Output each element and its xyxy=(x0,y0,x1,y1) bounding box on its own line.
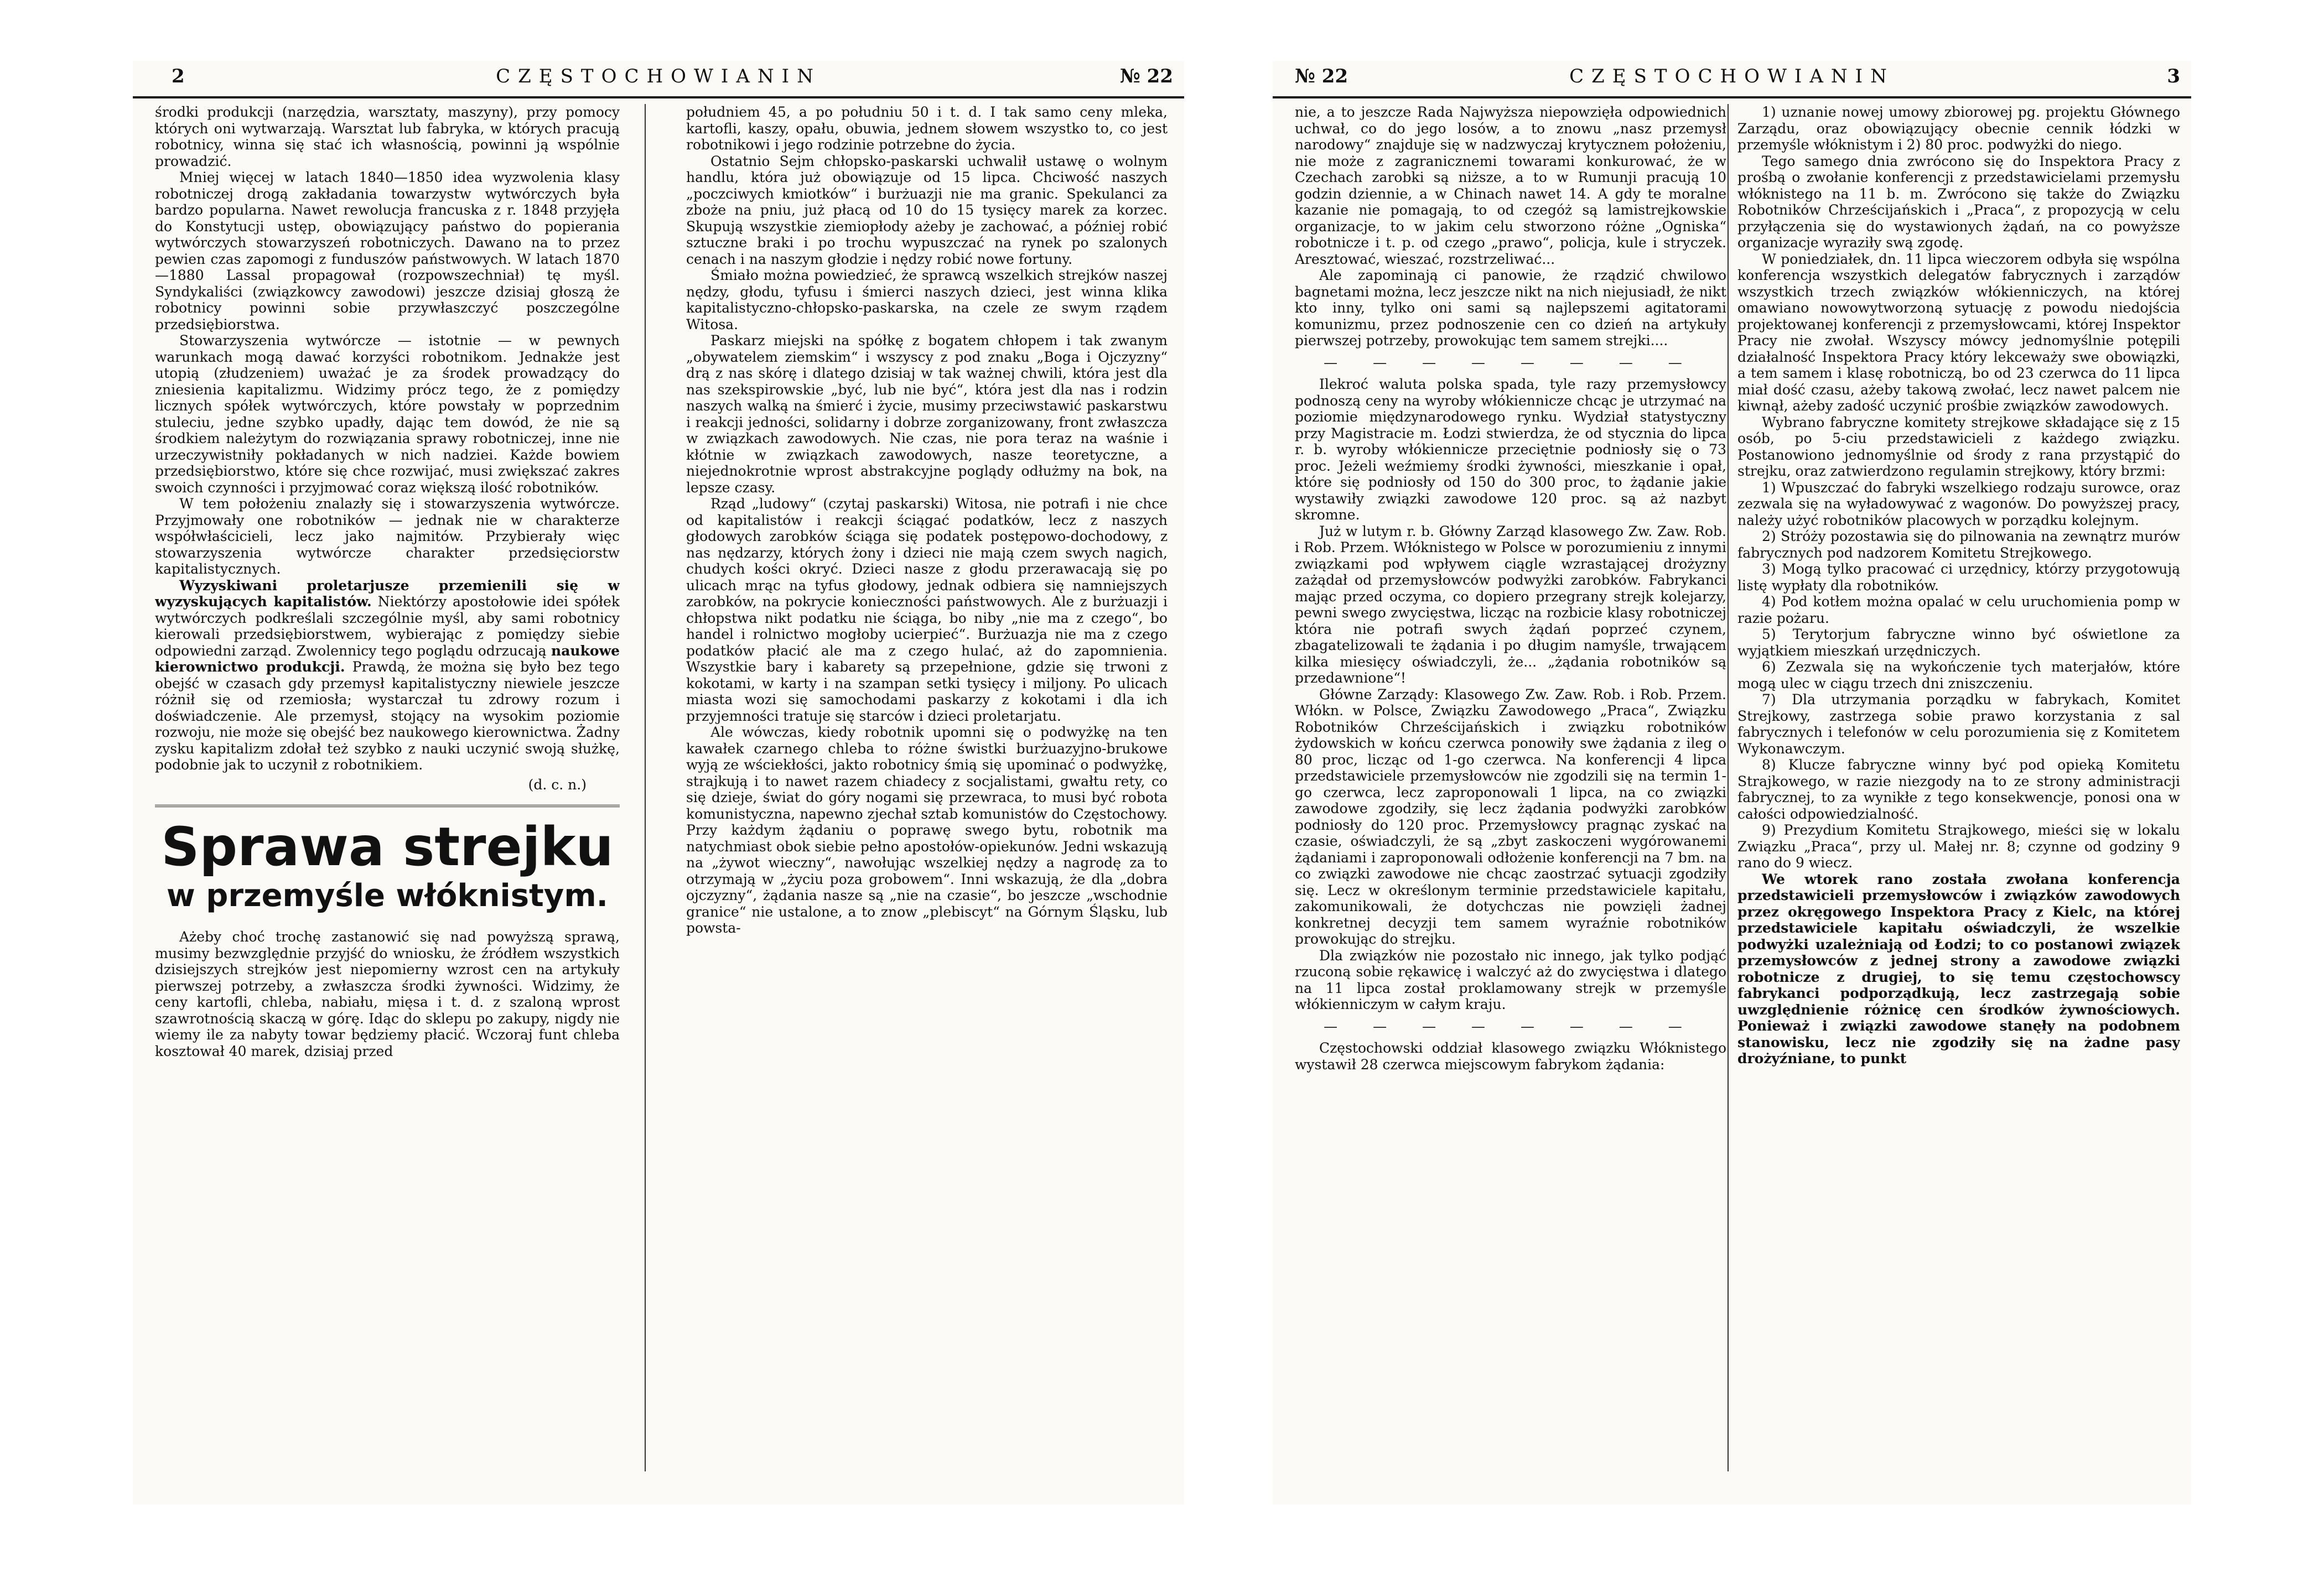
bold-lead: Wyzyskiwani proletarjusze przemienili się w wyzyskujących kapitalistów. xyxy=(155,577,620,610)
paragraph-text: Niektórzy apostołowie idei spółek wytwórczych podkreślali szczególnie myśl, aby sami robotnicy kierowali przedsiębiorstwem, wybierając z pomiędzy siebie odpowiedni zarząd. Zwolennicy tego poglądu odrzucają xyxy=(155,594,620,659)
paragraph: Mniej więcej w latach 1840—1850 idea wyzwolenia klasy robotniczej drogą zakładania towarzystw wytwórczych była bardzo popularna. Nawet rewolucja francuska z r. 1848 przyjęła do Konstytucji ustęp, obowiązujący państwo do popierania wytwórczych stowarzyszeń robotniczych. Dawano na to przez pewien czas zapomogi z funduszów państwowych. W latach 1870—1880 Lassal propagował (rozpowszechniał) tę myśl. Syndykaliści (związkowcy zawodowi) jeszcze dzisiaj głoszą że robotnicy powinni sobie przywłaszczyć poszczególne przedsiębiorstwa. xyxy=(155,169,620,332)
paragraph: We wtorek rano została zwołana konferencja przedstawicieli przemysłowców i związków zawodowych przez okręgowego Inspektora Pracy z Kielc, na której przedstawiciele kapitału oświadczyli, że wszelkie podwyżki uzależniają od Łodzi; to co postanowi związek przemysłowców z jednej strony a zawodowe związki robotnicze z drugiej, to się temu częstochowscy fabrykanci podporządkują, lecz zastrzegają sobie uwzględnienie różnicę cen środków żywnościowych. Ponieważ i związki zawodowe stanęły na podobnem stanowisku, lecz nie zgodziły się na żadne pasy drożyźniane, to punkt xyxy=(1737,871,2180,1066)
issue-number: № 22 xyxy=(1119,65,1173,87)
regulation-item: 2) Stróży pozostawia się do pilnowania na zewnątrz murów fabrycznych pod nadzorem Komitetu Strejkowego. xyxy=(1737,528,2180,561)
paragraph: południem 45, a po południu 50 i t. d. I tak samo ceny mleka, kartofli, kaszy, opału, obuwia, jednem słowem wszystko to, co jest robotnikowi i jego rodzinie potrzebne do życia. xyxy=(686,104,1168,153)
article-subheadline: w przemyśle włóknistym. xyxy=(167,878,608,914)
right-newspaper-page xyxy=(1273,61,2191,1505)
page-number: 2 xyxy=(172,65,185,87)
regulation-item: 9) Prezydium Komitetu Strajkowego, mieści się w lokalu Związku „Praca“, przy ul. Małej nr. 8; czynne od godziny 9 rano do 9 wiecz. xyxy=(1737,822,2180,871)
regulation-item: 8) Klucze fabryczne winny być pod opieką Komitetu Strajkowego, w razie niezgody na to ze strony administracji fabrycznej, to za wynikłe z tego konsekwencje, ponosi ona w całości odpowiedzialność. xyxy=(1737,757,2180,822)
paragraph: nie, a to jeszcze Rada Najwyższa niepowzięła odpowiednich uchwał, co do jego losów, a to znowu „nasz przemysł narodowy“ znajduje się w nadzwyczaj krytycznem położeniu, nie może z zagranicznemi towarami konkurować, że w Czechach zarobki są niższe, a to w Rumunji pracują 10 godzin dziennie, a w Chinach nawet 14. A gdy te moralne kazanie nie pomagają, to od czegóż są lamistrejkowskie organizacje, to w jakim celu stworzono różne „Ogniska“ robotnicze i t. p. od czego „prawo“, policja, kule i stryczek. Aresztować, wieszać, rozstrzeliwać... xyxy=(1295,104,1726,267)
regulation-item: 7) Dla utrzymania porządku w fabrykach, Komitet Strejkowy, zastrzega sobie prawo korzystania z sal fabrycznych i telefonów w celu porozumienia się z Komitetem Wykonawczym. xyxy=(1737,691,2180,757)
dash-separator: — — — — — — — — xyxy=(1324,1018,1698,1034)
paragraph: Tego samego dnia zwrócono się do Inspektora Pracy z prośbą o zwołanie konferencji z przedstawicielami przemysłu włóknistego na 11 b. m. Zwrócono się także do Związku Robotników Chrześcijańskich i „Praca“, z propozycją w celu przyłączenia się do wystawionych żądań, na co powyższe organizacje wyraziły swą zgodę. xyxy=(1737,153,2180,251)
paragraph-text: Prawdą, że można się było bez tego obejść w czasach gdy przemysł kapitalistyczny niewiele jeszcze różnił się od rzemiosła; wystarczał tu zdrowy rozum i doświadczenie. Ale przemysł, stojący na wysokim poziomie rozwoju, nie może się obejść bez naukowego kierownictwa. Żadny zysku kapitalizm zdołał też szybko z nauki uczynić swoją służkę, podobnie jak to uczynił z robotnikiem. xyxy=(155,659,620,773)
paragraph: Dla związków nie pozostało nic innego, jak tylko podjąć rzuconą sobie rękawicę i walczyć aż do zwycięstwa i dlatego na 11 lipca został proklamowany strejk w przemyśle włókienniczym w całym kraju. xyxy=(1295,947,1726,1012)
paragraph: W tem położeniu znalazły się i stowarzyszenia wytwórcze. Przyjmowały one robotników — jednak nie w charakterze współwłaścicieli, lecz jako najmitów. Przybierały więc stowarzyszenia wytwórcze charakter przedsięciorstw kapitalistycznych. xyxy=(155,496,620,577)
paragraph: 1) uznanie nowej umowy zbiorowej pg. projektu Głównego Zarządu, oraz obowiązujący obecnie cennik łódzki w przemyśle włóknistym i 2) 80 proc. podwyżki do niego. xyxy=(1737,104,2180,153)
regulation-item: 3) Mogą tylko pracować ci urzędnicy, którzy przygotowują listę wypłaty dla robotników. xyxy=(1737,561,2180,594)
page-number: 3 xyxy=(2167,65,2180,87)
column-divider xyxy=(645,104,646,1471)
paragraph: Paskarz miejski na spółkę z bogatem chłopem i tak zwanym „obywatelem ziemskim“ i wszyscy z pod znaku „Boga i Ojczyzny“ drą z nas skórę i dlatego dzisiaj w tak ważnej chwili, która jest dla nas szekspirowskie „być, lub nie być“, która jest dla nas i rodzin naszych walką na śmierć i życie, musimy przeciwstawić paskarstwu i reakcji jedności, solidarny i dobrze zorganizowany, front zwłaszcza w związkach zawodowych. Nie czas, nie pora teraz na waśnie i kłótnie w związkach zawodowych, nasze teoretyczne, a niejednokrotnie wprost abstrakcyjne poglądy odłużmy na bok, na lepsze czasy. xyxy=(686,332,1168,496)
paragraph: W poniedziałek, dn. 11 lipca wieczorem odbyła się wspólna konferencja wszystkich delegatów fabrycznych i zarządów wszystkich trzech związków włókienniczych, na której omawiano nowowytworzoną sytuację z powodu niedojścia projektowanej konferencji z przemysłowcami, której Inspektor Pracy nie zwołał. Wszyscy mówcy jednomyślnie potępili działalność Inspektora Pracy który lekceważy swe obowiązki, a tem samem i klasę robotniczą, bo od 23 czerwca do 11 lipca miał dość czasu, ażeby takową zwołać, lecz nawet palcem nie kiwnął, ażeby zadość uczynić prośbie związków zawodowych. xyxy=(1737,251,2180,414)
paragraph: Wybrano fabryczne komitety strejkowe składające się z 15 osób, po 5-ciu przedstawicieli z każdego związku. Postanowiono jednomyślnie od środy z rana przystąpić do strejku, oraz zatwierdzono regulamin strejkowy, który brzmi: xyxy=(1737,414,2180,479)
paragraph: środki produkcji (narzędzia, warsztaty, maszyny), przy pomocy których oni wytwarzają. Warsztat lub fabryka, w których pracują robotnicy, winna się stać ich własnością, powinni ją wspólnie prowadzić. xyxy=(155,104,620,169)
regulation-item: 6) Zezwala się na wykończenie tych materjałów, które mogą ulec w ciągu trzech dni zniszczeniu. xyxy=(1737,659,2180,691)
regulation-item: 5) Terytorjum fabryczne winno być oświetlone za wyjątkiem mieszkań urzędniczych. xyxy=(1737,626,2180,659)
left-column-1 xyxy=(155,104,620,1482)
paragraph: Ostatnio Sejm chłopsko-paskarski uchwalił ustawę o wolnym handlu, która już obowiązuje od 15 lipca. Chciwość naszych „poczciwych kmiotków“ i burżuazji nie ma granic. Spekulanci za zboże na pniu, już płacą od 10 do 15 tysięcy marek za korzec. Skupują wszystkie ziemiopłody ażeby je zachować, a później robić sztuczne braki i po trochu wypuszczać na rynek po szalonych cenach i na naszym głodzie i nędzy robić nowe fortuny. xyxy=(686,153,1168,267)
regulation-item: 4) Pod kotłem można opalać w celu uruchomienia pomp w razie pożaru. xyxy=(1737,594,2180,626)
column-divider xyxy=(1728,104,1729,1471)
masthead-title: CZĘSTOCHOWIANIN xyxy=(496,65,821,87)
regulation-item: 1) Wpuszczać do fabryki wszelkiego rodzaju surowce, oraz zezwala się na wyładowywać z wagonów. Do powyższej pracy, należy użyć robotników placowych w porządku kolejnym. xyxy=(1737,479,2180,528)
article-paragraph: Ażeby choć trochę zastanowić się nad powyższą sprawą, musimy bezwzględnie przyjść do wniosku, że źródłem wszystkich dzisiejszych strejków jest niepomierny wzrost cen na artykuły pierwszej potrzeby, a zwłaszcza środki żywności. Widzimy, że ceny kartofli, chleba, nabiału, mięsa i t. d. z szaloną wprost szawrotnością skaczą w górę. Idąc do sklepu po zakupy, nigdy nie wiemy ile za nabyty towar będziemy płacić. Wczoraj funt chleba kosztował 40 marek, dzisiaj przed xyxy=(155,929,620,1059)
paragraph: Ilekroć waluta polska spada, tyle razy przemysłowcy podnoszą ceny na wyroby włókiennicze chcąc je utrzymać na poziomie międzynarodowego rynku. Wydział statystyczny przy Magistracie m. Łodzi stwierdza, że od stycznia do lipca r. b. wyroby włókiennicze przeciętnie podniosły się o 73 proc. Jeżeli weźmiemy środki żywności, mieszkanie i opał, które się podniosły od 150 do 300 proc, to żądanie jakie wystawiły związki zawodowe 120 proc. są aż nazbyt skromne. xyxy=(1295,376,1726,523)
issue-number: № 22 xyxy=(1295,65,1348,87)
paragraph: Śmiało można powiedzieć, że sprawcą wszelkich strejków naszej nędzy, głodu, tyfusu i śmierci naszych dzieci, jest winna klika kapitalistyczno-chłopsko-paskarska, na czele ze swym rządem Witosa. xyxy=(686,267,1168,332)
paragraph: Główne Zarządy: Klasowego Zw. Zaw. Rob. i Rob. Przem. Włókn. w Polsce, Związku Zawodowego „Praca“, Związku Robotników Chrześcijańskich i związku robotników żydowskich w końcu czerwca ponowiły swe żądania z ileg o 80 proc, licząc od 1-go czerwca. Na konferencji 4 lipca przedstawiciele przemysłowców nie zgodzili się na termin 1-go czerwca, lecz zaproponowali 1 lipca, na co związki zawodowe zgodziły, się lecz żądania podwyżki zarobków podniosły do 120 proc. Przemysłowcy pragnąc zyskać na czasie, oświadczyli, że są „zbyt zaskoczeni wygórowanemi żądaniami i zaproponowali odłożenie konferencji na 7 bm. na co związki zawodowe nie chcąc zaostrzać sytuacji zgodziły się. Lecz w określonym terminie przedstawiciele kapitału, zakomunikowali, że dotychczas nie powzięli żadnej konkretnej decyzji tem samem wyraźnie robotników prowokując do strejku. xyxy=(1295,686,1726,947)
paragraph xyxy=(155,578,620,773)
masthead-title: CZĘSTOCHOWIANIN xyxy=(1569,65,1895,87)
page-header xyxy=(1273,61,2191,98)
paragraph: Już w lutym r. b. Główny Zarząd klasowego Zw. Zaw. Rob. i Rob. Przem. Włóknistego w Polsce w porozumieniu z innymi związkami pod wpływem ciągle wzrastającej drożyzny zażądał od przemysłowców podwyżki zarobków. Fabrykanci mając przed oczyma, co dopiero przegrany strejk kolejarzy, pewni swego zwycięstwa, licząc na rozbicie klasy robotniczej która nie potrafi swych żądań poprzeć czynem, zbagatelizowali te żądania i po długim namyśle, trwającem kilka miesięcy oświadczyli, że... „żądania robotników są przedawnione“! xyxy=(1295,523,1726,686)
article-headline: Sprawa strejku xyxy=(161,816,614,878)
signature: (d. c. n.) xyxy=(528,776,587,793)
paragraph: Ale wówczas, kiedy robotnik upomni się o podwyżkę na ten kawałek czarnego chleba to różne świstki burżuazyjno-brukowe wyją ze wściekłości, jakto robotnicy śmią się upominać o podwyżkę, strajkują i to nawet razem chiadecy z socjalistami, gwałtu rety, co się dzieje, świat do góry nogami się przewraca, to musi być robota komunistyczna, napewno zjechał sztab komunistów do Częstochowy. Przy każdym żądaniu o poprawę swego bytu, robotnik ma natychmiast obok siebie pełno apostołów-opiekunów. Jedni wskazują na „żywot wieczny“, nawołując wszelkiej nędzy a nagrodę za to otrzymają w „życiu poza grobowem“. Inni wskazują, że dla „dobra ojczyzny“, żądania nasze są „nie na czasie“, bo jeszcze „wschodnie granice“ nie ustalone, a to znow „plebiscyt“ na Górnym Śląsku, lub powsta- xyxy=(686,724,1168,936)
right-column-1 xyxy=(1295,104,1726,1482)
paragraph: Częstochowski oddział klasowego związku Włóknistego wystawił 28 czerwca miejscowym fabrykom żądania: xyxy=(1295,1040,1726,1073)
left-newspaper-page xyxy=(133,61,1184,1505)
page-header xyxy=(133,61,1184,98)
bold-phrase: naukowe kierownictwo produkcji. xyxy=(155,642,620,675)
paragraph: Ale zapominają ci panowie, że rządzić chwilowo bagnetami można, lecz jeszcze nikt na nich niejusiadł, że nikt kto inny, tylko oni sami są najlepszemi agitatorami komunizmu, przez podnoszenie cen co dzień na artykuły pierwszej potrzeby, prowokując tem samem strejki.... xyxy=(1295,267,1726,348)
right-column-2 xyxy=(1737,104,2180,1482)
dash-separator: — — — — — — — — xyxy=(1324,354,1698,371)
paragraph: Rząd „ludowy“ (czytaj paskarski) Witosa, nie potrafi i nie chce od kapitalistów i reakcji ściągać podatków, lecz z naszych głodowych zarobków ściąga się podatek postępowo-dochodowy, z nas nędzarzy, których żony i dzieci nie mają czem swych nagich, chudych kości okryć. Dzieci nasze z głodu przerawacają się po ulicach mrąc na tyfus głodowy, jednak odbiera się namniejszych zarobków, na pokrycie konieczności państwowych. Ale z burżuazji i chłopstwa nikt podatku nie ściąga, bo niby „nie ma z czego“, bo handel i rolnictwo mogłoby ucierpieć“. Burżuazja nie ma z czego podatków płacić ale ma z czego hulać, aż do zapomnienia. Wszystkie bary i kabarety są przepełnione, gdzie się trwoni z kokotami, w karty i na szampan setki tysięcy i miljony. Po ulicach miasta wozi się samochodami paskarzy z kokotami i dla ich przyjemności tratuje się starców i dzieci proletarjatu. xyxy=(686,496,1168,724)
paragraph: Stowarzyszenia wytwórcze — istotnie — w pewnych warunkach mogą dawać korzyści robotnikom. Jednakże jest utopią (złudzeniem) uważać je za środek prowadzący do zniesienia kapitalizmu. Widzimy prócz tego, że z pomiędzy licznych spółek wytwórczych, które powstały w poprzednim stuleciu, jedne szybko upadły, dając tem dowód, że nie są środkiem należytym do rozwiązania sprawy robotniczej, inne nie urzeczywistniły pokładanych w nich nadziei. Każde bowiem przedsiębiorstwo, które się chce rozwijać, musi zwiększać zakres swoich czynności i przyjmować coraz większą ilość robotników. xyxy=(155,332,620,496)
section-divider xyxy=(155,805,620,807)
left-column-2 xyxy=(686,104,1168,1482)
